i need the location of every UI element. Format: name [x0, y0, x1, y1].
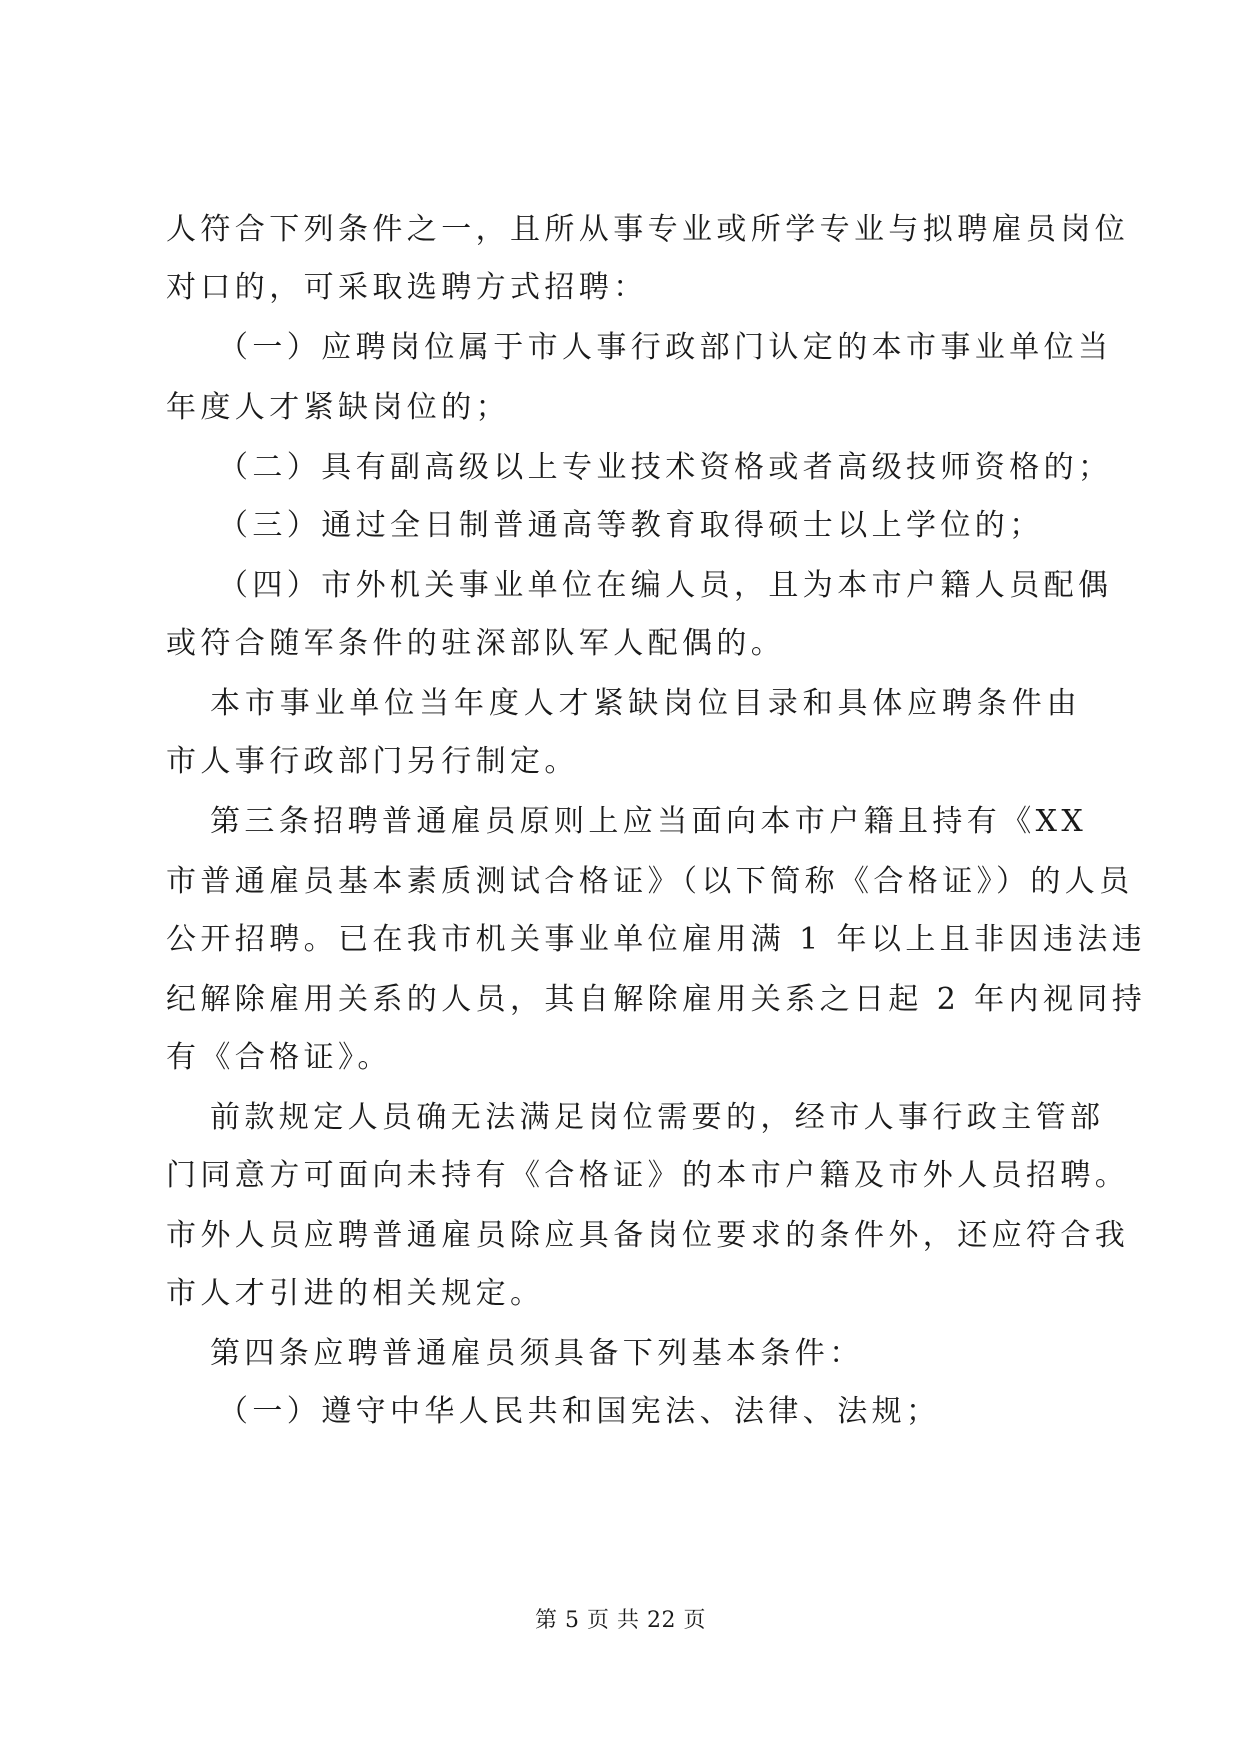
paragraph-line: 对口的，可采取选聘方式招聘： — [166, 270, 648, 305]
paragraph-line: 前款规定人员确无法满足岗位需要的，经市人事行政主管部 — [210, 1100, 1105, 1135]
list-item-1-line: （一）应聘岗位属于市人事行政部门认定的本市事业单位当 — [218, 330, 1113, 365]
page-number-footer: 第 5 页 共 22 页 — [535, 1608, 706, 1633]
article-4-heading: 第四条应聘普通雇员须具备下列基本条件： — [210, 1336, 864, 1371]
list-item-3: （三）通过全日制普通高等教育取得硕士以上学位的； — [218, 508, 1044, 543]
article-3-line: 第三条招聘普通雇员原则上应当面向本市户籍且持有《XX — [210, 804, 1088, 839]
paragraph-line: 本市事业单位当年度人才紧缺岗位目录和具体应聘条件由 — [210, 686, 1081, 721]
article-3-line: 公开招聘。已在我市机关事业单位雇用满 1 年以上且非因违法违 — [166, 922, 1147, 957]
paragraph-line: 门同意方可面向未持有《合格证》的本市户籍及市外人员招聘。 — [166, 1158, 1130, 1193]
article-4-item-1: （一）遵守中华人民共和国宪法、法律、法规； — [218, 1394, 941, 1429]
article-3-line: 纪解除雇用关系的人员，其自解除雇用关系之日起 2 年内视同持 — [166, 982, 1147, 1017]
paragraph-line: 市人才引进的相关规定。 — [166, 1276, 545, 1311]
list-item-1-line: 年度人才紧缺岗位的； — [166, 390, 510, 425]
article-3-line: 市普通雇员基本素质测试合格证》（以下简称《合格证》）的人员 — [166, 864, 1134, 899]
article-3-line: 有《合格证》。 — [166, 1040, 392, 1075]
paragraph-line: 市外人员应聘普通雇员除应具备岗位要求的条件外，还应符合我 — [166, 1218, 1130, 1253]
paragraph-line: 人符合下列条件之一，且所从事专业或所学专业与拟聘雇员岗位 — [166, 212, 1130, 247]
list-item-4-line: 或符合随军条件的驻深部队军人配偶的。 — [166, 626, 786, 661]
paragraph-line: 市人事行政部门另行制定。 — [166, 744, 579, 779]
list-item-4-line: （四）市外机关事业单位在编人员，且为本市户籍人员配偶 — [218, 568, 1113, 603]
list-item-2: （二）具有副高级以上专业技术资格或者高级技师资格的； — [218, 450, 1113, 485]
